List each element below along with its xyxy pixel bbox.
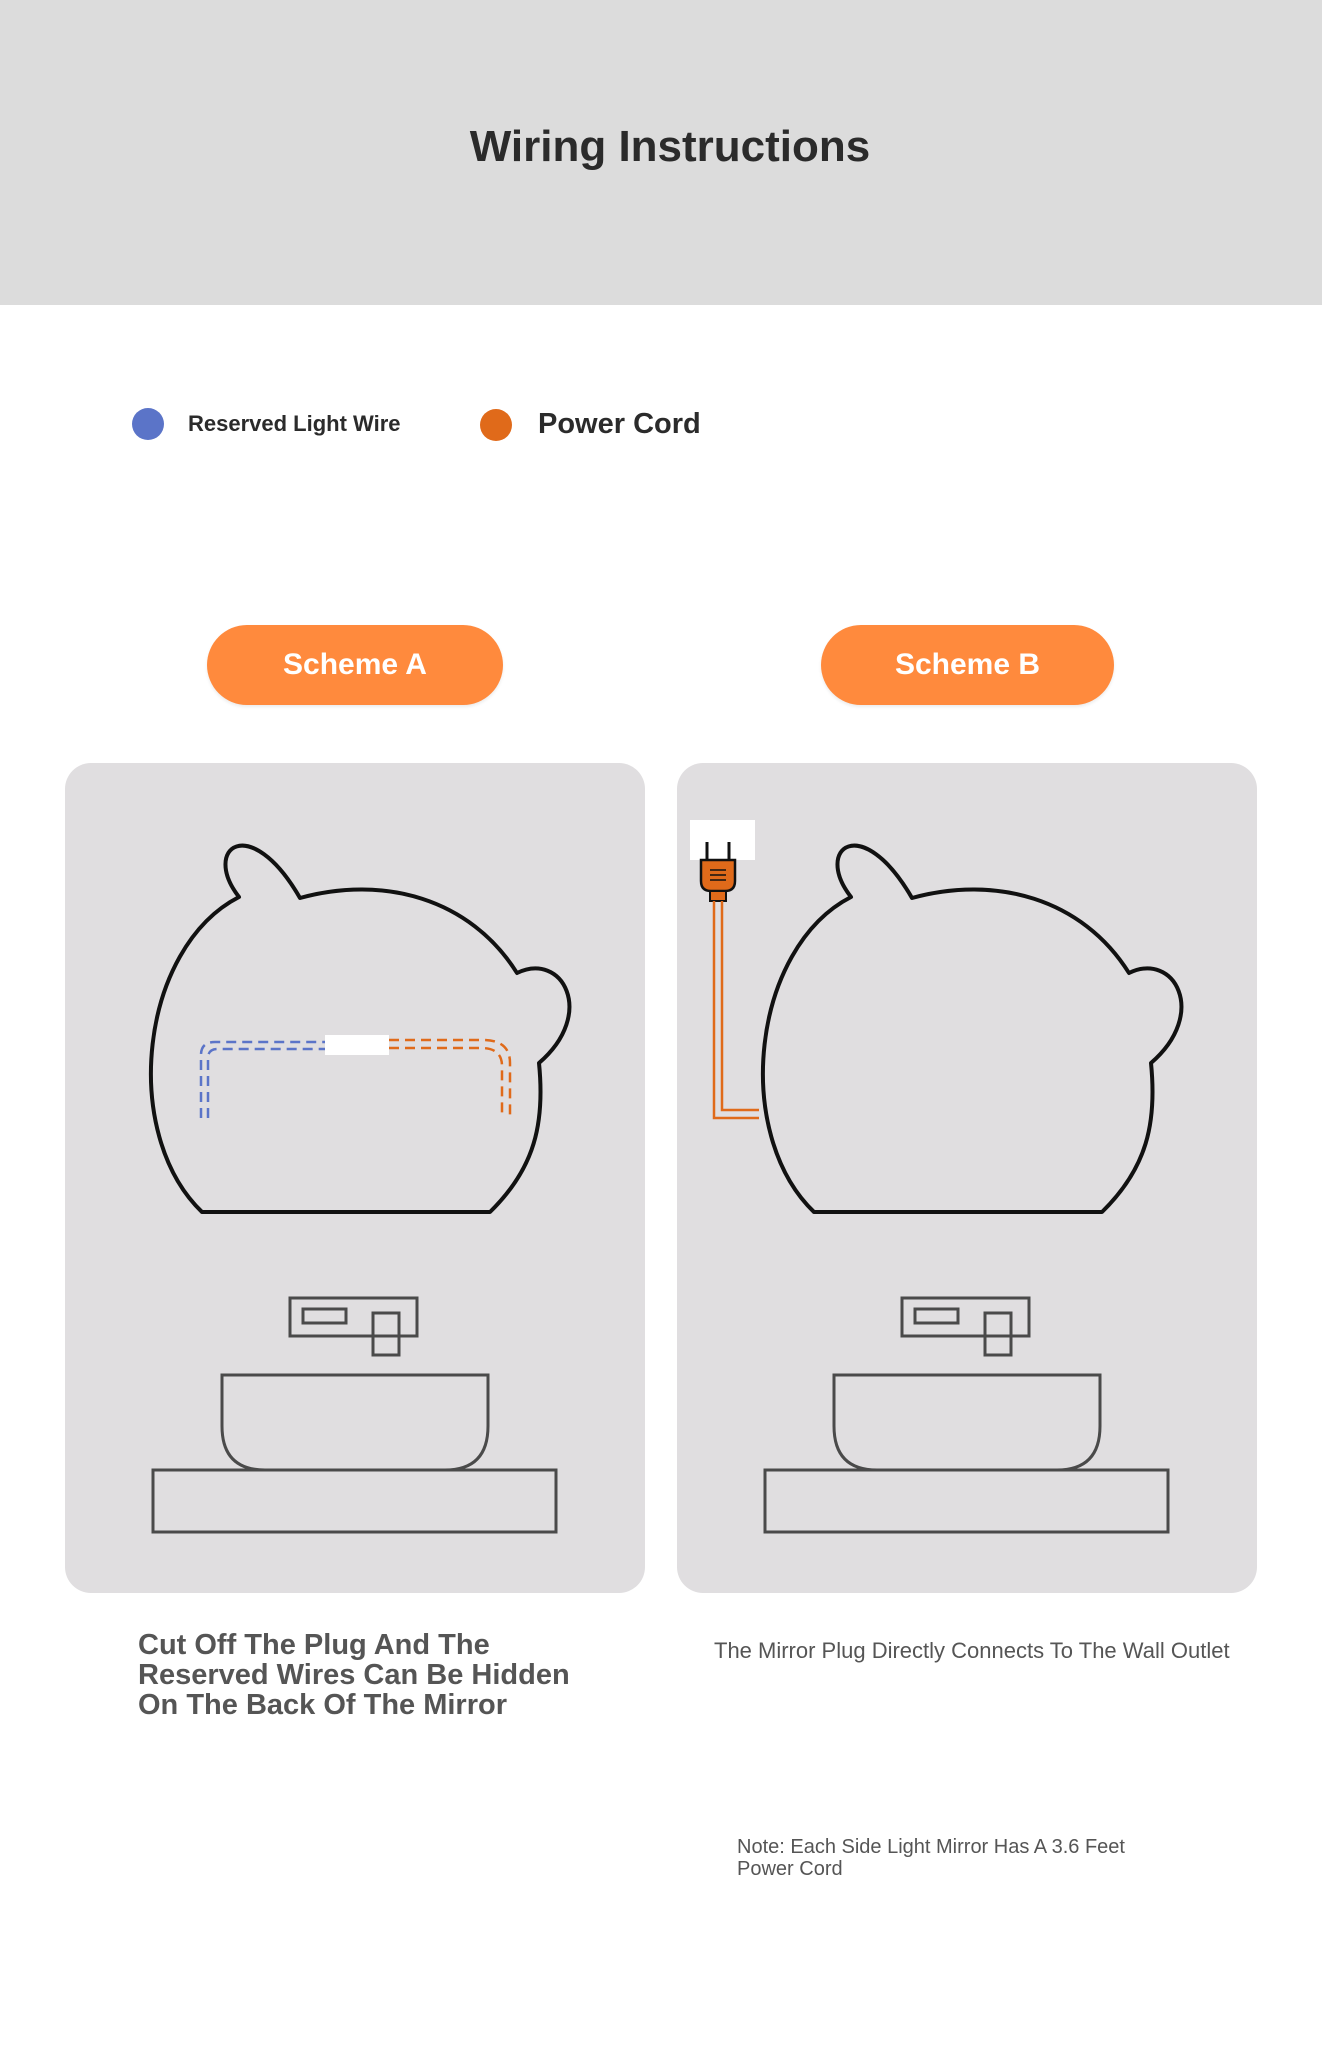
countertop-icon (765, 1470, 1168, 1532)
legend-power (480, 408, 701, 441)
countertop-icon (153, 1470, 556, 1532)
legend-power-label: Power Cord (538, 408, 701, 440)
scheme-b-description: The Mirror Plug Directly Connects To The Wall Outlet (714, 1638, 1230, 1663)
wall-outlet-icon (690, 820, 755, 860)
scheme-a-panel (65, 763, 645, 1593)
scheme-b-panel (677, 763, 1257, 1593)
basin-icon (222, 1375, 488, 1470)
mirror-outline (151, 846, 569, 1212)
page-title: Wiring Instructions (469, 122, 871, 171)
legend-reserved (132, 408, 401, 440)
orange-dot-icon (480, 409, 512, 441)
basin-icon (834, 1375, 1100, 1470)
blue-dot-icon (132, 408, 164, 440)
legend-reserved-label: Reserved Light Wire (188, 411, 401, 436)
mirror-outline (763, 846, 1181, 1212)
scheme-a-badge: Scheme A (207, 625, 503, 705)
scheme-a-illustration (65, 763, 645, 1593)
reserved-wire-icon (201, 1042, 325, 1118)
power-cord-icon (389, 1040, 510, 1118)
header-banner (0, 0, 1322, 305)
power-cord-icon (714, 901, 759, 1118)
faucet-icon (902, 1298, 1029, 1355)
connector-block (325, 1035, 389, 1055)
power-cord-note: Note: Each Side Light Mirror Has A 3.6 Feet Power Cord (737, 1836, 1125, 1880)
scheme-b-badge: Scheme B (821, 625, 1114, 705)
faucet-icon (290, 1298, 417, 1355)
scheme-b-illustration (677, 763, 1257, 1593)
scheme-a-description: Cut Off The Plug And The Reserved Wires Can Be Hidden On The Back Of The Mirror (138, 1629, 570, 1721)
